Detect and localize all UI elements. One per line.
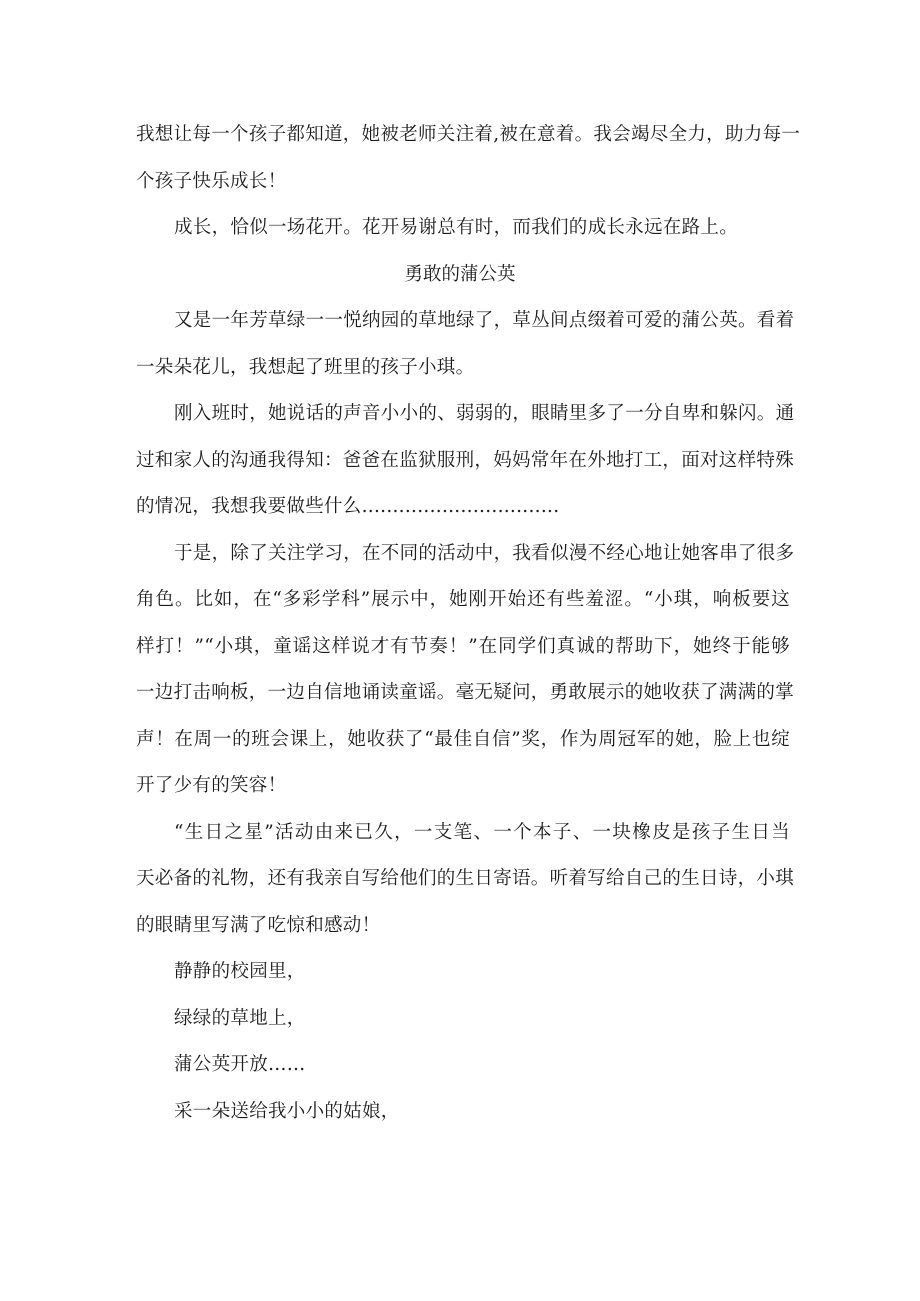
section-title: 勇敢的蒲公英 [404,264,516,285]
paragraph-line: 角色。比如，在“多彩学科”展示中，她刚开始还有些羞涩。“小琪，响板要这 [136,589,790,610]
paragraph-line: 声！在周一的班会课上，她收获了“最佳自信”奖，作为周冠军的她，脸上也绽 [136,729,790,750]
paragraph-line: 我想让每一个孩子都知道，她被老师关注着,被在意着。我会竭尽全力，助力每一 [136,124,801,145]
paragraph-line: 天必备的礼物，还有我亲自写给他们的生日寄语。听着写给自己的生日诗，小琪 [136,868,795,889]
paragraph-line: 一朵朵花儿，我想起了班里的孩子小琪。 [136,357,475,378]
paragraph-line: 个孩子快乐成长！ [136,171,287,192]
paragraph-line: 过和家人的沟通我得知：爸爸在监狱服刑，妈妈常年在外地打工，面对这样特殊 [136,450,795,471]
paragraph-line: 成长，恰似一场花开。花开易谢总有时，而我们的成长永远在路上。 [174,217,739,238]
paragraph-line: 刚入班时，她说话的声音小小的、弱弱的，眼睛里多了一分自卑和躲闪。通 [174,403,795,424]
paragraph-line: 样打！”“小琪，童谣这样说才有节奏！”在同学们真诚的帮助下，她终于能够 [136,636,790,657]
paragraph-line: “生日之星”活动由来已久，一支笔、一个本子、一块橡皮是孩子生日当 [174,822,790,843]
poem-line: 蒲公英开放…… [174,1054,306,1075]
poem-line: 静静的校园里， [174,961,306,982]
paragraph-line: 一边打击响板，一边自信地诵读童谣。毫无疑问，勇敢展示的她收获了满满的掌 [136,682,795,703]
paragraph-line: 的眼睛里写满了吃惊和感动！ [136,915,381,936]
paragraph-line: 开了少有的笑容！ [136,775,287,796]
paragraph-line: 于是，除了关注学习，在不同的活动中，我看似漫不经心地让她客串了很多 [174,543,795,564]
poem-line: 绿绿的草地上， [174,1008,306,1029]
poem-line: 采一朵送给我小小的姑娘， [174,1101,400,1122]
paragraph-line: 又是一年芳草绿一一悦纳园的草地绿了，草丛间点缀着可爱的蒲公英。看着 [174,310,795,331]
paragraph-line: 的情况，我想我要做些什么................................ [136,496,560,517]
